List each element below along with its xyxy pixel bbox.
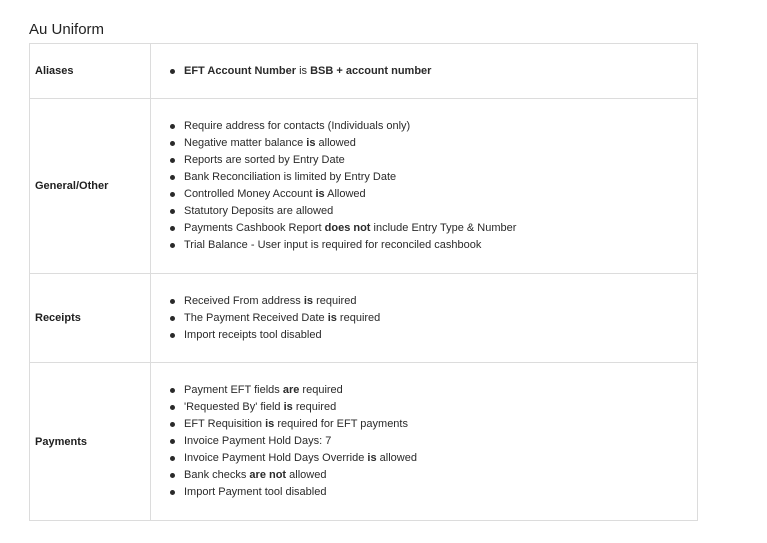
row-content [151,44,698,99]
list-item [168,220,697,237]
list-item [168,416,697,433]
emphasis-text: is [283,401,293,413]
item-text: Reports are sorted by Entry Date [184,154,345,166]
table-row-payments [30,363,698,521]
table-row-aliases [30,44,698,99]
item-text: required [292,401,337,413]
item-text: required [299,384,343,396]
item-text: The Payment Received Date [184,311,328,324]
bullet-list [168,293,697,344]
emphasis-text: does not [324,222,371,234]
list-item [168,433,697,450]
item-text: Bank Reconciliation is limited by Entry Date [184,171,397,183]
item-text: Received From address [184,294,304,307]
item-text: Statutory Deposits are allowed [184,205,334,217]
list-item [168,169,697,186]
item-text: Invoice Payment Hold Days: 7 [184,435,332,447]
list-item [168,118,697,135]
item-text: Payment EFT fields [184,384,283,396]
list-item [168,399,697,416]
list-item [168,327,697,344]
list-item [168,152,697,169]
list-item [168,293,697,310]
bullet-list [168,382,697,501]
bullet-list [168,63,697,80]
item-text: Import receipts tool disabled [184,328,322,341]
item-text: required [313,294,357,307]
list-item [168,382,697,399]
item-text: Bank checks [184,469,250,481]
emphasis-text: is [327,311,337,324]
emphasis-text: are [282,384,300,396]
item-text: Controlled Money Account [184,188,316,200]
emphasis-text: is [367,452,377,464]
list-item [168,63,697,80]
emphasis-text: is [303,294,314,307]
item-text: required for EFT payments [274,418,408,430]
list-item [168,186,697,203]
item-text: allowed [286,469,327,481]
list-item [168,135,697,152]
emphasis-text: are not [249,469,287,481]
item-text: Require address for contacts (Individuals only) [184,120,411,132]
emphasis-text: BSB + account number [310,64,432,77]
item-text: EFT Requisition [184,418,266,430]
item-text: Invoice Payment Hold Days Override [184,452,368,464]
table-row-general-other [30,99,698,274]
item-text: allowed [315,137,356,149]
list-item [168,484,697,501]
emphasis-text: EFT Account Number [184,64,297,77]
item-text: is [296,64,311,77]
item-text: Import Payment tool disabled [184,486,327,498]
row-content [151,274,698,363]
page-title: Au Uniform [29,21,105,38]
list-item [168,467,697,484]
list-item [168,450,697,467]
list-item [168,237,697,254]
list-item [168,203,697,220]
row-content [151,99,698,274]
item-text: Payments Cashbook Report [184,222,325,234]
row-label: General/Other [30,99,151,274]
row-label: Payments [30,363,151,521]
row-content [151,363,698,521]
row-label: Aliases [30,44,151,99]
item-text: required [336,311,381,324]
table-row-receipts [30,274,698,363]
item-text: Allowed [324,188,366,200]
item-text: allowed [376,452,417,464]
emphasis-text: is [265,418,275,430]
item-text: include Entry Type & Number [370,222,517,234]
item-text: 'Requested By' field [184,401,284,413]
rules-table [29,43,698,521]
emphasis-text: is [306,137,316,149]
item-text: Trial Balance - User input is required for reconciled cashbook [184,239,482,251]
list-item [168,310,697,327]
emphasis-text: is [315,188,325,200]
row-label: Receipts [30,274,151,363]
item-text: Negative matter balance [184,137,307,149]
bullet-list [168,118,697,254]
